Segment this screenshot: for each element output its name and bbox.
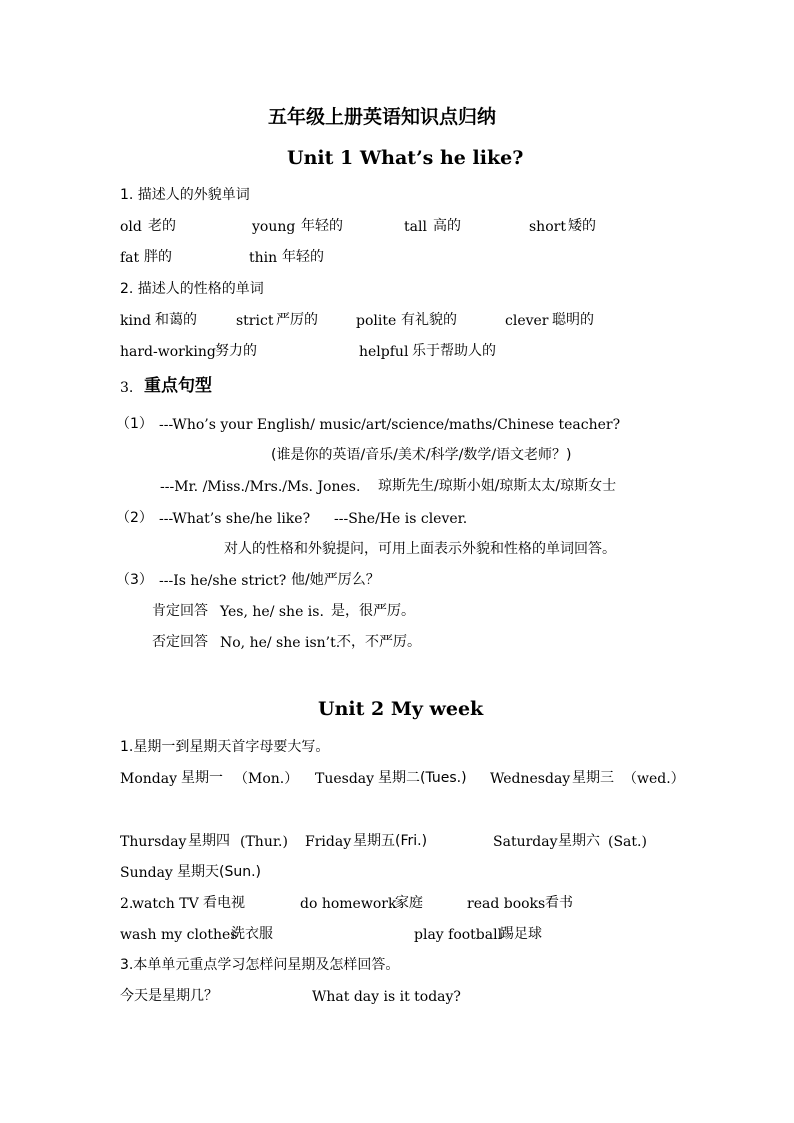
phrase-en: read books — [467, 896, 546, 912]
question-cn: 今天是星期几？ — [120, 988, 218, 1004]
sentence-question: ---What’s she/he like? — [159, 511, 311, 527]
day-cn: 星期五(Fri.) — [353, 833, 428, 849]
word-en: old — [120, 219, 142, 235]
item-number: （2） — [116, 510, 153, 526]
unit2-title: Unit 2 My week — [318, 698, 484, 720]
answer-cn: 是，很严厉。 — [331, 603, 415, 619]
phrase-en: wash my clothes — [120, 927, 238, 943]
word-cn: 有礼貌的 — [401, 312, 457, 328]
answer-label: 否定回答 — [152, 634, 208, 650]
word-cn: 乐于帮助人的 — [412, 343, 496, 359]
day-cn: 星期二(Tues.) — [378, 770, 467, 786]
unit1-title: Unit 1 What’s he like? — [287, 147, 524, 169]
word-cn: 年轻的 — [301, 218, 343, 234]
word-cn: 矮的 — [568, 218, 596, 234]
day-abbr: （Mon.） — [234, 771, 299, 787]
word-en: clever — [505, 313, 549, 329]
phrase-cn: 家庭 — [395, 895, 423, 911]
question-en: What day is it today? — [312, 989, 461, 1005]
answer-cn: 不，不严厉。 — [337, 634, 421, 650]
point-number: 2. — [120, 896, 134, 912]
phrase-cn: 踢足球 — [500, 926, 542, 942]
day-en: Sunday — [120, 865, 173, 881]
sentence-answer: ---She/He is clever. — [334, 511, 468, 527]
unit1-section1-heading: 1. 描述人的外貌单词 — [120, 187, 250, 203]
word-en: fat — [120, 250, 140, 266]
day-abbr: （wed.） — [623, 771, 685, 787]
word-en: young — [252, 219, 296, 235]
unit1-section3-number: 3. — [120, 380, 134, 396]
word-cn: 高的 — [433, 218, 461, 234]
sentence-translation: (谁是你的英语/音乐/美术/科学/数学/语文老师？) — [271, 447, 572, 463]
day-en: Saturday — [493, 834, 558, 850]
answer-en: No, he/ she isn’t. — [220, 635, 341, 651]
unit1-section3-heading: 重点句型 — [144, 376, 212, 396]
document-title: 五年级上册英语知识点归纳 — [268, 106, 497, 128]
phrase-cn: 洗衣服 — [231, 926, 273, 942]
day-en: Friday — [305, 834, 352, 850]
word-cn: 努力的 — [215, 343, 257, 359]
sentence-question: ---Is he/she strict? — [159, 573, 287, 589]
word-en: hard-working — [120, 344, 216, 360]
phrase-en: watch TV — [132, 896, 199, 912]
sentence-question: ---Who’s your English/ music/art/science/maths/Chinese teacher? — [159, 417, 621, 433]
day-abbr: (Thur.) — [240, 834, 288, 850]
item-number: （3） — [116, 572, 153, 588]
answer-en: Yes, he/ she is. — [220, 604, 324, 620]
phrase-en: do homework — [300, 896, 397, 912]
word-en: tall — [404, 219, 427, 235]
word-en: helpful — [359, 344, 409, 360]
day-en: Monday — [120, 771, 177, 787]
word-en: polite — [356, 313, 397, 329]
word-cn: 和蔼的 — [155, 312, 197, 328]
day-cn: 星期四 — [188, 833, 230, 849]
word-cn: 严厉的 — [276, 312, 318, 328]
day-en: Wednesday — [490, 771, 571, 787]
unit1-section2-heading: 2. 描述人的性格的单词 — [120, 281, 264, 297]
day-cn: 星期天(Sun.) — [177, 864, 262, 880]
sentence-answer-cn: 琼斯先生/琼斯小姐/琼斯太太/琼斯女士 — [378, 478, 617, 494]
word-cn: 聪明的 — [552, 312, 594, 328]
day-en: Tuesday — [315, 771, 375, 787]
word-en: strict — [236, 313, 274, 329]
sentence-note: 对人的性格和外貌提问，可用上面表示外貌和性格的单词回答。 — [224, 541, 616, 557]
unit2-point1: 1.星期一到星期天首字母要大写。 — [120, 739, 330, 755]
phrase-en: play football — [414, 927, 503, 943]
phrase-cn: 看书 — [545, 895, 573, 911]
word-cn: 年轻的 — [282, 249, 324, 265]
phrase-cn: 看电视 — [203, 895, 245, 911]
word-en: thin — [249, 250, 278, 266]
sentence-answer: ---Mr. /Miss./Mrs./Ms. Jones. — [160, 479, 361, 495]
day-en: Thursday — [120, 834, 187, 850]
word-cn: 老的 — [148, 218, 176, 234]
day-cn: 星期六 — [558, 833, 600, 849]
sentence-question-cn: 他/她严厉么？ — [291, 572, 380, 588]
day-cn: 星期三 — [572, 770, 614, 786]
day-cn: 星期一 — [181, 770, 223, 786]
word-cn: 胖的 — [144, 249, 172, 265]
word-en: kind — [120, 313, 151, 329]
item-number: （1） — [116, 416, 153, 432]
day-abbr: (Sat.) — [608, 834, 647, 850]
answer-label: 肯定回答 — [152, 603, 208, 619]
unit2-point3: 3.本单单元重点学习怎样问星期及怎样回答。 — [120, 957, 400, 973]
word-en: short — [529, 219, 566, 235]
